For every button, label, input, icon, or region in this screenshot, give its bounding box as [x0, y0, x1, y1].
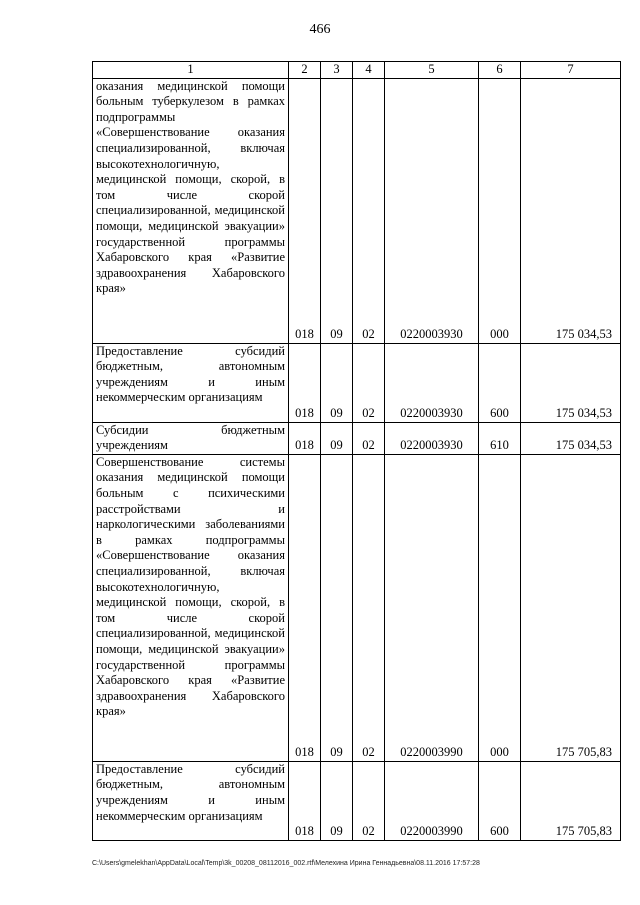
page-number: 466 [309, 22, 331, 37]
cell-section: 09 [321, 761, 353, 840]
document-footer-path: C:\Users\gmelekhan\AppData\Local\Temp\3k_00208_08112016_002.rtf\Мелехина Ирина Геннадьевна\08.11.2016 17:57:28 [92, 860, 480, 867]
table-row [93, 422, 621, 454]
cell-amount: 175 034,53 [521, 78, 621, 343]
cell-amount: 175 705,83 [521, 454, 621, 761]
cell-target-article: 0220003930 [385, 343, 479, 422]
cell-target-article: 0220003990 [385, 454, 479, 761]
cell-expense-type: 000 [479, 78, 521, 343]
row-description: Совершенствование системы оказания медицинской помощи больным с психическими расстройствами и наркологическими заболеваниями в рамках подпрограммы «Совершенствование оказания специализированной, включая высокотехнологичную, медицинской помощи, скорой, в том числе скорой специализированной, медицинской помощи, медицинской эвакуации» государственной программы Хабаровского края «Развитие здравоохранения Хабаровского края» [93, 454, 289, 761]
column-header: 7 [521, 62, 621, 79]
cell-expense-type: 600 [479, 343, 521, 422]
cell-subsection: 02 [353, 422, 385, 454]
cell-section: 09 [321, 454, 353, 761]
cell-section: 09 [321, 78, 353, 343]
table-row [93, 761, 621, 840]
cell-expense-type: 600 [479, 761, 521, 840]
cell-amount: 175 705,83 [521, 761, 621, 840]
table-row [93, 454, 621, 761]
row-description: оказания медицинской помощи больным туберкулезом в рамках подпрограммы «Совершенствование оказания специализированной, включая высокотехнологичную, медицинской помощи, скорой, в том числе скорой специализированной, медицинской помощи, медицинской эвакуации» государственной программы Хабаровского края «Развитие здравоохранения Хабаровского края» [93, 78, 289, 343]
cell-subsection: 02 [353, 78, 385, 343]
cell-amount: 175 034,53 [521, 343, 621, 422]
cell-ministry-code: 018 [289, 761, 321, 840]
cell-ministry-code: 018 [289, 78, 321, 343]
cell-target-article: 0220003930 [385, 422, 479, 454]
row-description: Предоставление субсидий бюджетным, автономным учреждениям и иным некоммерческим организациям [93, 761, 289, 840]
row-description: Предоставление субсидий бюджетным, автономным учреждениям и иным некоммерческим организациям [93, 343, 289, 422]
column-header: 1 [93, 62, 289, 79]
cell-section: 09 [321, 343, 353, 422]
row-description: Субсидии бюджетным учреждениям [93, 422, 289, 454]
cell-expense-type: 610 [479, 422, 521, 454]
cell-target-article: 0220003930 [385, 78, 479, 343]
column-header: 4 [353, 62, 385, 79]
cell-ministry-code: 018 [289, 454, 321, 761]
cell-amount: 175 034,53 [521, 422, 621, 454]
column-header: 6 [479, 62, 521, 79]
cell-ministry-code: 018 [289, 422, 321, 454]
cell-subsection: 02 [353, 343, 385, 422]
column-header: 3 [321, 62, 353, 79]
cell-subsection: 02 [353, 454, 385, 761]
cell-ministry-code: 018 [289, 343, 321, 422]
cell-expense-type: 000 [479, 454, 521, 761]
cell-section: 09 [321, 422, 353, 454]
table-row [93, 343, 621, 422]
table-header-row [93, 62, 621, 79]
cell-subsection: 02 [353, 761, 385, 840]
column-header: 2 [289, 62, 321, 79]
table-row [93, 78, 621, 343]
cell-target-article: 0220003990 [385, 761, 479, 840]
column-header: 5 [385, 62, 479, 79]
budget-table [92, 61, 621, 841]
